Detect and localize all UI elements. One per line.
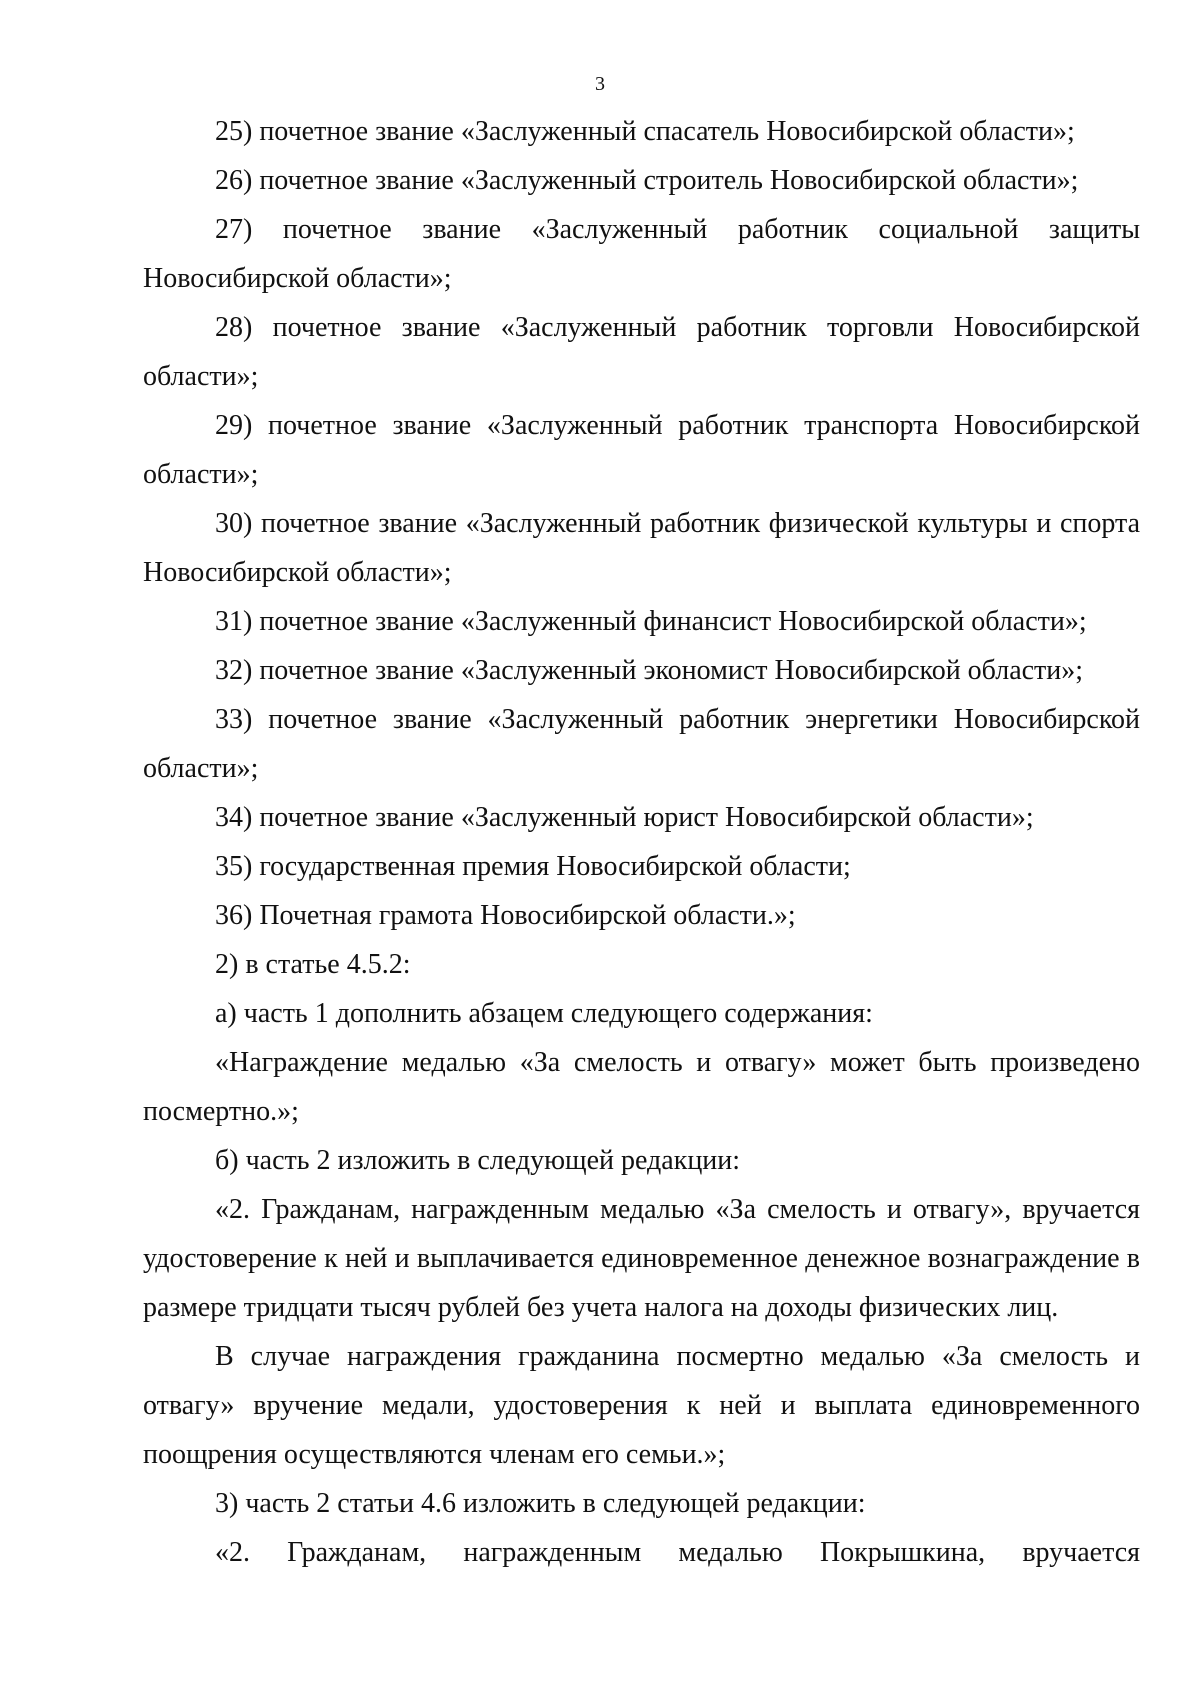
list-item-26: 26) почетное звание «Заслуженный строитель Новосибирской области»; [215, 165, 1079, 196]
list-item-25: 25) почетное звание «Заслуженный спасатель Новосибирской области»; [215, 116, 1075, 147]
amendment-2-heading: 2) в статье 4.5.2: [215, 949, 411, 980]
list-item-32: 32) почетное звание «Заслуженный экономист Новосибирской области»; [215, 655, 1084, 686]
amendment-3-heading: 3) часть 2 статьи 4.6 изложить в следующей редакции: [215, 1488, 866, 1519]
posthumous-award-paragraph: В случае награждения гражданина посмертно медалью «За смелость и отвагу» вручение медали, удостоверения к ней и выплата единовременного поощрения осуществляются членам его семьи.»; [143, 1341, 1140, 1470]
list-item-34: 34) почетное звание «Заслуженный юрист Новосибирской области»; [215, 802, 1034, 833]
quoted-paragraph-posthumous: «Награждение медалью «За смелость и отвагу» может быть произведено посмертно.»; [143, 1047, 1140, 1127]
list-item-35: 35) государственная премия Новосибирской области; [215, 851, 851, 882]
page-number: 3 [595, 73, 605, 95]
subitem-b: б) часть 2 изложить в следующей редакции: [215, 1145, 741, 1176]
document-body [143, 107, 1140, 1577]
list-item-27: 27) почетное звание «Заслуженный работник социальной защиты Новосибирской области»; [143, 214, 1140, 294]
list-item-36: 36) Почетная грамота Новосибирской области.»; [215, 900, 796, 931]
quoted-paragraph-pokryshkin: «2. Гражданам, награжденным медалью Покрышкина, вручается [215, 1537, 1140, 1568]
list-item-28: 28) почетное звание «Заслуженный работник торговли Новосибирской области»; [143, 312, 1140, 392]
list-item-31: 31) почетное звание «Заслуженный финансист Новосибирской области»; [215, 606, 1087, 637]
list-item-30: 30) почетное звание «Заслуженный работник физической культуры и спорта Новосибирской области»; [143, 508, 1140, 588]
subitem-a: а) часть 1 дополнить абзацем следующего содержания: [215, 998, 873, 1029]
list-item-33: 33) почетное звание «Заслуженный работник энергетики Новосибирской области»; [143, 704, 1140, 784]
list-item-29: 29) почетное звание «Заслуженный работник транспорта Новосибирской области»; [143, 410, 1140, 490]
quoted-paragraph-part-2: «2. Гражданам, награжденным медалью «За смелость и отвагу», вручается удостоверение к ней и выплачивается единовременное денежное вознаграждение в размере тридцати тысяч рублей без учета налога на доходы физических лиц. [143, 1194, 1140, 1323]
